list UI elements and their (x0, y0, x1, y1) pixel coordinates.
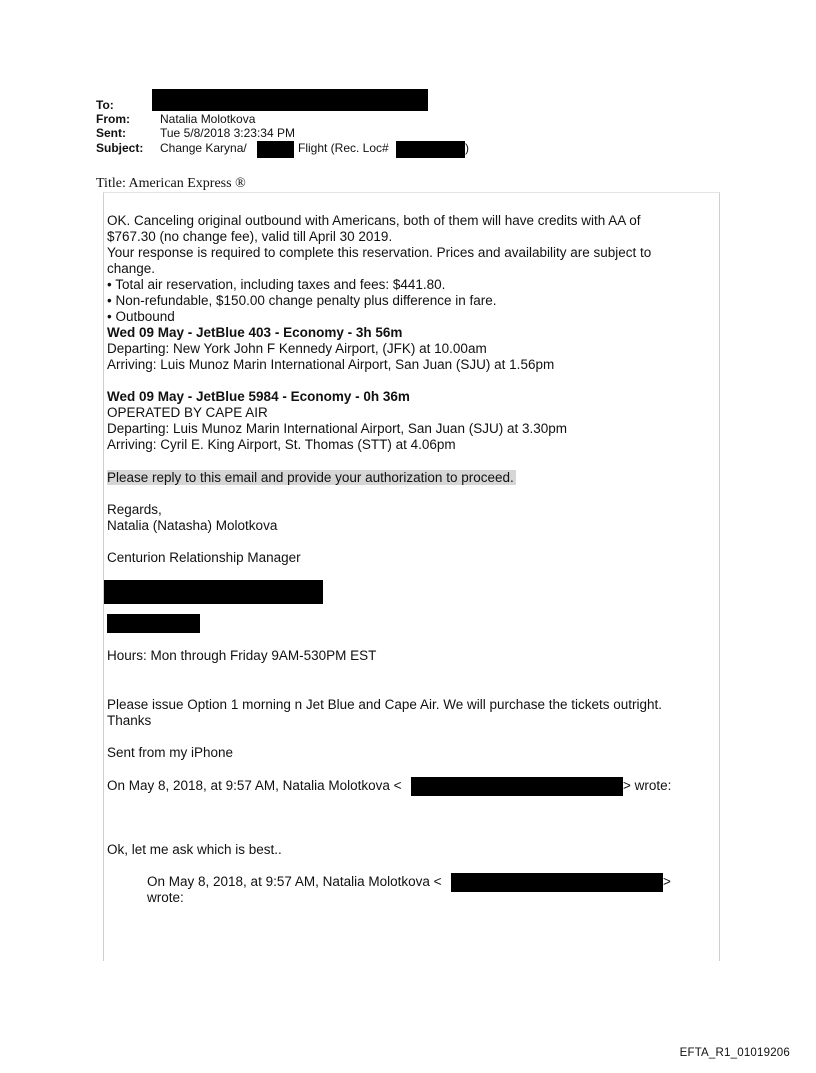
flight-1-departing: Departing: New York John F Kennedy Airport, (JFK) at 10.00am (107, 341, 487, 356)
flight-2-arriving: Arriving: Cyril E. King Airport, St. Thomas (STT) at 4.06pm (107, 437, 456, 452)
ok-line: Ok, let me ask which is best.. (107, 842, 282, 857)
sent-label: Sent: (96, 126, 126, 140)
reply-line: Please issue Option 1 morning n Jet Blue and Cape Air. We will purchase the tickets outright. (107, 697, 663, 712)
flight-2-title: Wed 09 May - JetBlue 5984 - Economy - 0h 36m (107, 389, 410, 404)
bullet-item: • Outbound (107, 309, 175, 324)
redaction-signature-phone (107, 614, 200, 633)
reply-request (107, 470, 516, 486)
subject-label: Subject: (96, 141, 144, 155)
subject-part-1: Change Karyna/ (160, 141, 247, 155)
body-line: $767.30 (no change fee), valid till April 30 2019. (107, 229, 393, 244)
redaction-subject-name (257, 141, 294, 158)
redaction-email-1 (411, 777, 623, 796)
body-line: Your response is required to complete this reservation. Prices and availability are subject to (107, 245, 652, 260)
redaction-signature-contact (104, 580, 323, 604)
flight-1-title: Wed 09 May - JetBlue 403 - Economy - 3h 56m (107, 325, 403, 340)
redaction-subject-locator (396, 141, 465, 158)
hours: Hours: Mon through Friday 9AM-530PM EST (107, 648, 377, 663)
document-id: EFTA_R1_01019206 (679, 1047, 790, 1059)
quote-header-2-wrote: wrote: (147, 890, 184, 905)
redaction-to (152, 89, 428, 111)
signature-title: Centurion Relationship Manager (107, 550, 301, 565)
reply-line: Thanks (107, 713, 152, 728)
from-label: From: (96, 112, 130, 126)
reply-request-highlight: Please reply to this email and provide your authorization to proceed. (107, 470, 514, 485)
flight-1-arriving: Arriving: Luis Munoz Marin International Airport, San Juan (SJU) at 1.56pm (107, 357, 555, 372)
flight-2-operated-by: OPERATED BY CAPE AIR (107, 405, 268, 420)
flight-2-departing: Departing: Luis Munoz Marin International Airport, San Juan (SJU) at 3.30pm (107, 421, 567, 436)
quote-header-2-prefix: On May 8, 2018, at 9:57 AM, Natalia Molotkova < (147, 874, 442, 889)
quote-header-2-suffix: > (663, 874, 671, 889)
sent-from: Sent from my iPhone (107, 745, 234, 760)
signature-name: Natalia (Natasha) Molotkova (107, 518, 278, 533)
quote-header-1-prefix: On May 8, 2018, at 9:57 AM, Natalia Molotkova < (107, 778, 402, 793)
bullet-item: • Total air reservation, including taxes and fees: $441.80. (107, 277, 446, 292)
body-line: change. (107, 261, 156, 276)
bullet-item: • Non-refundable, $150.00 change penalty plus difference in fare. (107, 293, 497, 308)
subject-part-3: ) (465, 141, 469, 155)
document-title: Title: American Express ® (96, 176, 246, 191)
subject-part-2: Flight (Rec. Loc# (298, 141, 389, 155)
from-value: Natalia Molotkova (160, 112, 256, 126)
quote-header-1-suffix: > wrote: (623, 778, 672, 793)
redaction-email-2 (451, 873, 663, 892)
sent-value: Tue 5/8/2018 3:23:34 PM (160, 126, 295, 140)
body-line: OK. Canceling original outbound with Americans, both of them will have credits with AA of (107, 213, 641, 228)
to-label: To: (96, 98, 114, 112)
regards: Regards, (107, 502, 162, 517)
